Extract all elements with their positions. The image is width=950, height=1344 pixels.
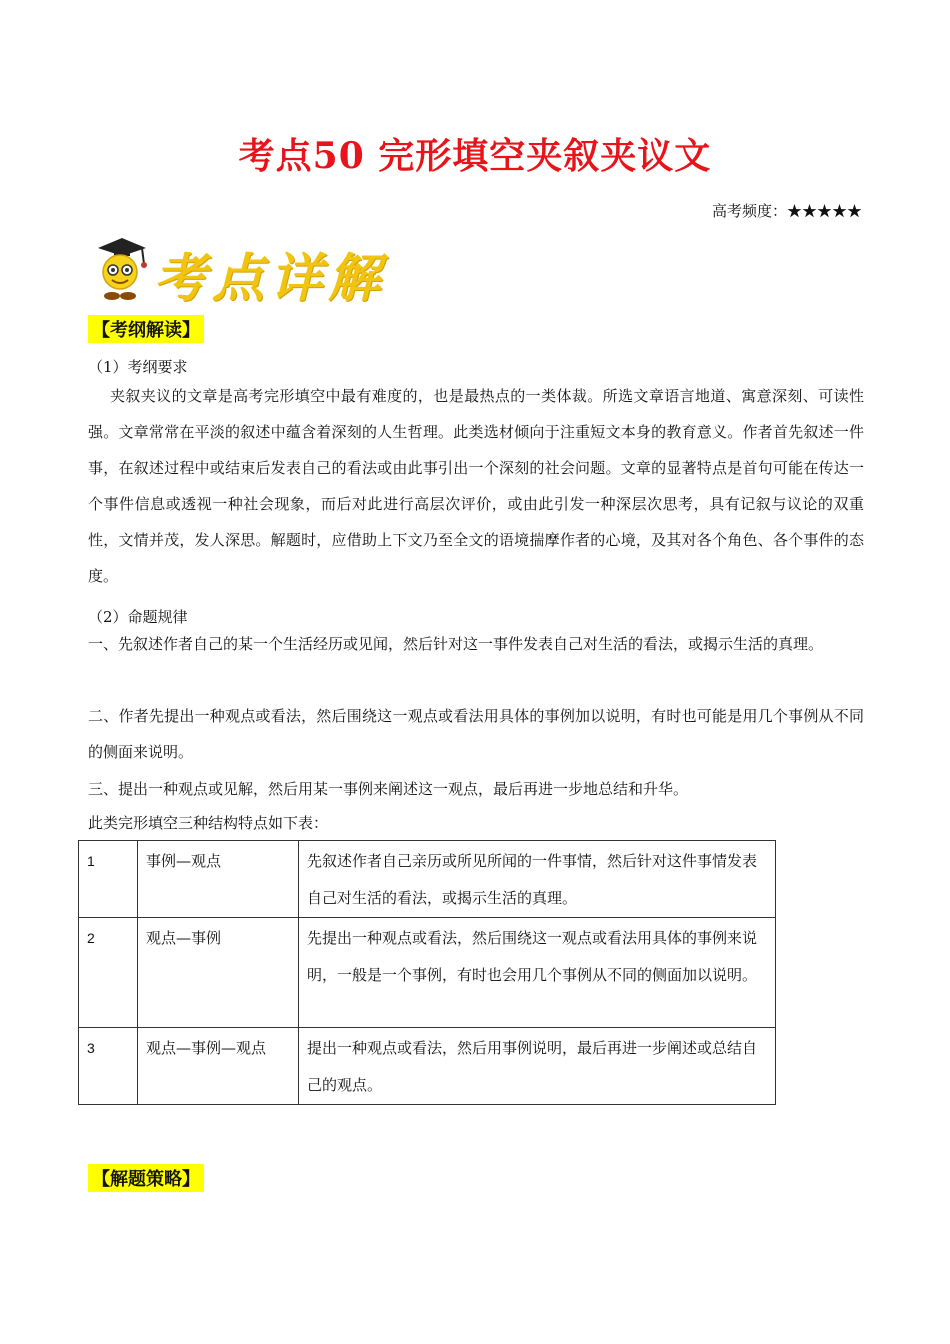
banner-title: 考点详解 — [154, 248, 387, 309]
table-cell-num: 3 — [79, 1028, 138, 1105]
subheading-requirements: （1）考纲要求 — [88, 358, 188, 376]
rule-three: 三、提出一种观点或见解，然后用某一事例来阐述这一观点，最后再进一步地总结和升华。 — [88, 780, 689, 798]
table-cell-kind: 观点—事例—观点 — [138, 1028, 299, 1105]
table-cell-kind: 观点—事例 — [138, 918, 299, 1028]
rule-two: 二、作者先提出一种观点或看法，然后围绕这一观点或看法用具体的事例加以说明，有时也可能是用几个事例从不同的侧面来说明。 — [88, 707, 864, 761]
section-banner — [92, 232, 392, 309]
section-heading-strategy: 【解题策略】 — [88, 1164, 204, 1192]
section-heading-syllabus: 【考纲解读】 — [88, 315, 204, 343]
table-cell-num: 1 — [79, 841, 138, 918]
table-row — [79, 918, 776, 1028]
table-cell-desc: 提出一种观点或看法，然后用事例说明，最后再进一步阐述或总结自己的观点。 — [299, 1028, 776, 1105]
graduate-mascot-icon — [92, 234, 154, 302]
paragraph-requirements: 夹叙夹议的文章是高考完形填空中最有难度的，也是最热点的一类体裁。所选文章语言地道、寓意深刻、可读性强。文章常常在平淡的叙述中蕴含着深刻的人生哲理。此类选材倾向于注重短文本身的教育意义。作者首先叙述一件事，在叙述过程中或结束后发表自己的看法或由此事引出一个深刻的社会问题。文章的显著特点是首句可能在传达一个事件信息或透视一种社会现象，而后对此进行高层次评价，或由此引发一种深层次思考，具有记叙与议论的双重性，文情并茂，发人深思。解题时，应借助上下文乃至全文的语境揣摩作者的心境，及其对各个角色、各个事件的态度。 — [88, 387, 864, 585]
frequency-rating: 高考频度：★★★★★ — [711, 202, 862, 220]
table-cell-desc: 先提出一种观点或看法，然后围绕这一观点或看法用具体的事例来说明，一般是一个事例，有时也会用几个事例从不同的侧面加以说明。 — [299, 918, 776, 1028]
table-cell-kind: 事例—观点 — [138, 841, 299, 918]
structure-table — [78, 840, 776, 1105]
table-cell-num: 2 — [79, 918, 138, 1028]
table-row — [79, 1028, 776, 1105]
subheading-patterns: （2）命题规律 — [88, 608, 188, 626]
table-row — [79, 841, 776, 918]
table-cell-desc: 先叙述作者自己亲历或所见所闻的一件事情，然后针对这件事情发表自己对生活的看法，或揭示生活的真理。 — [299, 841, 776, 918]
rule-one: 一、先叙述作者自己的某一个生活经历或见闻，然后针对这一事件发表自己对生活的看法，或揭示生活的真理。 — [88, 635, 824, 653]
table-intro: 此类完形填空三种结构特点如下表： — [88, 814, 329, 832]
page-title: 考点50 完形填空夹叙夹议文 — [238, 135, 712, 177]
